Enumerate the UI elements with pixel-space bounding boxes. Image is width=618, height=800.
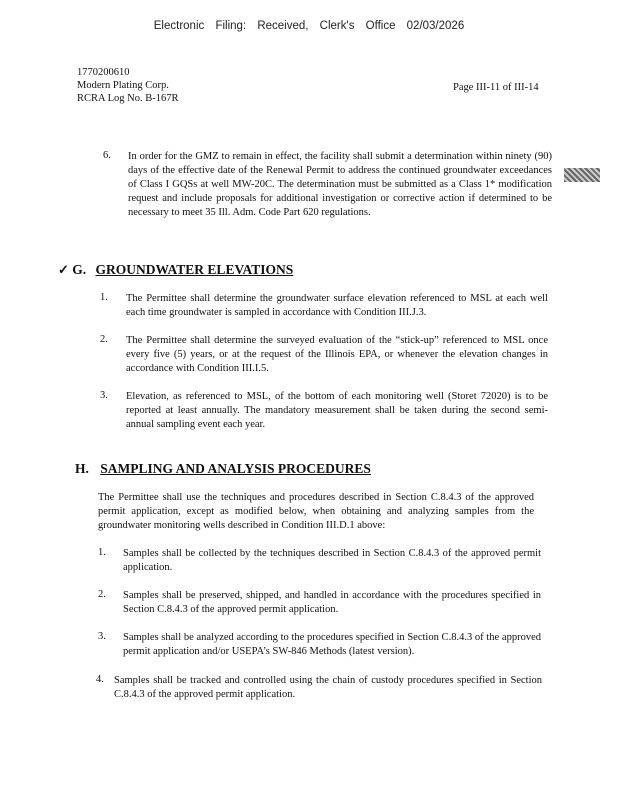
section-g-item-2-text: The Permittee shall determine the surveyed evaluation of the “stick-up” referenced to MSL once every five (5) years, or at the request of the Illinois EPA, or whenever the elevation changes in accordance with Condition III.I.5. xyxy=(126,335,548,374)
section-h-intro: The Permittee shall use the techniques and procedures described in Section C.8.4.3 of the approved permit application, except as modified below, when obtaining and analyzing samples from the groundwater monitoring wells described in Condition III.D.1 above: xyxy=(98,492,534,531)
item-6-number: 6. xyxy=(103,150,111,161)
section-h-item-4-number: 4. xyxy=(96,674,104,685)
margin-stamp-mark xyxy=(564,168,600,182)
section-g-letter: G. xyxy=(72,262,87,277)
log-number: RCRA Log No. B-167R xyxy=(77,93,179,104)
page-number: Page III-11 of III-14 xyxy=(453,82,539,93)
section-h-item-3-text: Samples shall be analyzed according to the procedures specified in Section C.8.4.3 of the approved permit application and/or USEPA’s SW-846 Methods (latest version). xyxy=(123,632,541,657)
section-h-item-2-number: 2. xyxy=(98,589,106,600)
section-g-heading xyxy=(58,262,293,278)
section-h-item-3-number: 3. xyxy=(98,631,106,642)
section-g-item-1-text: The Permittee shall determine the groundwater surface elevation referenced to MSL at each well each time groundwater is sampled in accordance with Condition III.J.3. xyxy=(126,293,548,318)
section-h-heading xyxy=(75,461,371,477)
section-h-item-1-number: 1. xyxy=(98,547,106,558)
section-h-letter: H. xyxy=(75,461,89,476)
section-g-title: GROUNDWATER ELEVATIONS xyxy=(95,262,294,277)
section-h-item-2-text: Samples shall be preserved, shipped, and handled in accordance with the procedures specified in Section C.8.4.3 of the approved permit application. xyxy=(123,590,541,615)
item-6-text: In order for the GMZ to remain in effect, the facility shall submit a determination within ninety (90) days of the effective date of the Renewal Permit to address the continued groundwater exceedances of Class I GQSs at well MW-20C. The determination must be submitted as a Class 1* modification request and include proposals for additional investigation or corrective action if determined to be necessary to meet 35 Ill. Adm. Code Part 620 regulations. xyxy=(128,151,552,218)
permit-id: 1770200610 xyxy=(77,67,130,78)
document-header xyxy=(77,66,179,105)
section-h-title: SAMPLING AND ANALYSIS PROCEDURES xyxy=(100,461,371,476)
check-mark-icon: ✓ xyxy=(58,262,69,277)
section-g-item-2-number: 2. xyxy=(100,334,108,345)
section-h-item-1-text: Samples shall be collected by the techniques described in Section C.8.4.3 of the approved permit application. xyxy=(123,548,541,573)
section-g-item-3-number: 3. xyxy=(100,390,108,401)
section-g-item-3-text: Elevation, as referenced to MSL, of the bottom of each monitoring well (Storet 72020) is to be reported at least annually. The mandatory measurement shall be taken during the second semi-annual sampling event each year. xyxy=(126,391,548,430)
section-h-item-4-text: Samples shall be tracked and controlled using the chain of custody procedures specified in Section C.8.4.3 of the approved permit application. xyxy=(114,675,542,700)
company-name: Modern Plating Corp. xyxy=(77,80,169,91)
section-g-item-1-number: 1. xyxy=(100,292,108,303)
filing-banner: Electronic Filing: Received, Clerk's Office 02/03/2026 xyxy=(153,20,465,32)
